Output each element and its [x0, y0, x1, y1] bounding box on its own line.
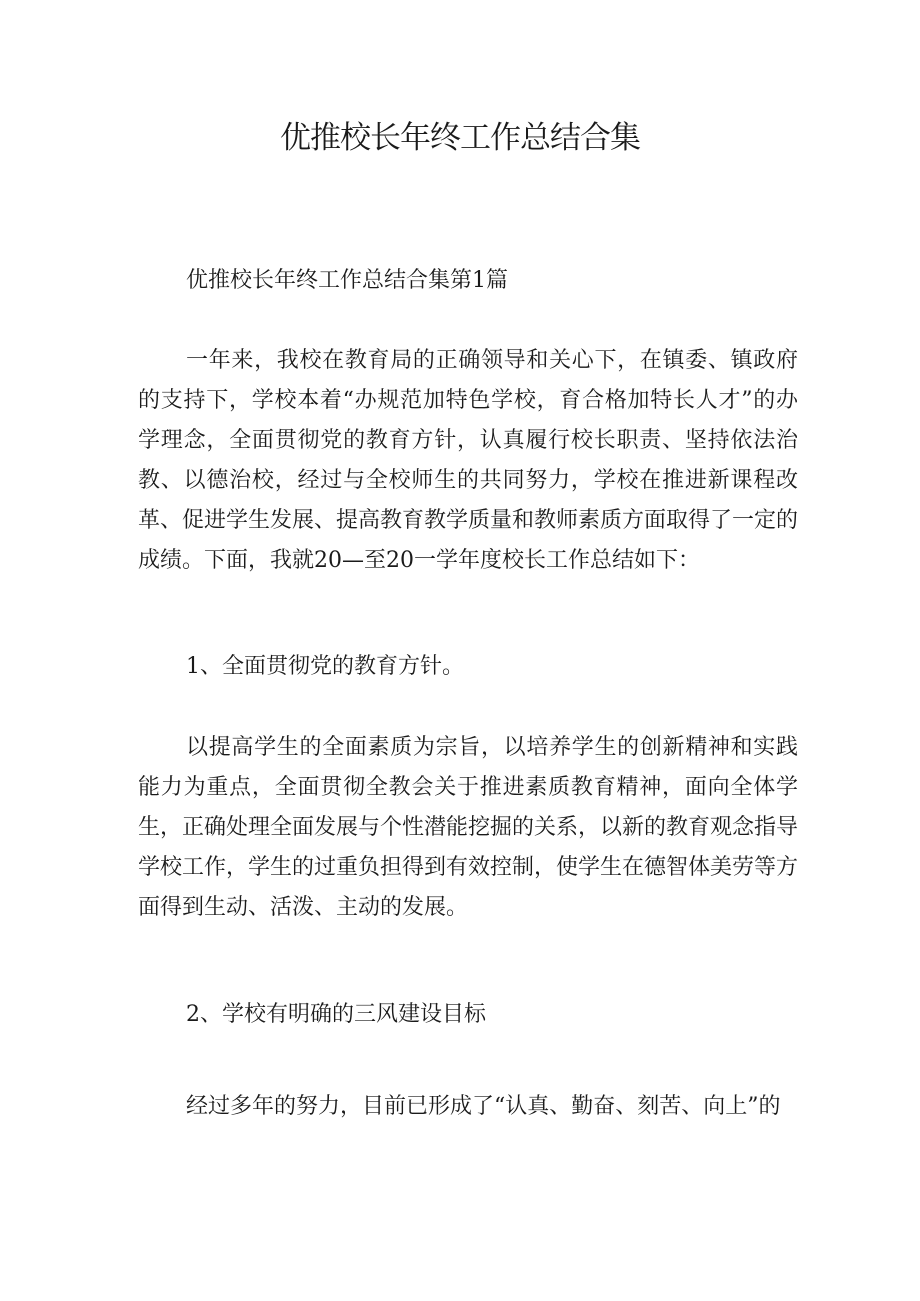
- section-subtitle: 优推校长年终工作总结合集第1篇: [186, 268, 508, 293]
- section-heading-1: 1、全面贯彻党的教育方针。: [186, 654, 464, 679]
- paragraph-education-policy: 以提高学生的全面素质为宗旨，以培养学生的创新精神和实践能力为重点，全面贯彻全教会关于推进素质教育精神，面向全体学生，正确处理全面发展与个性潜能挖掘的关系，以新的教育观念指导学校工作，学生的过重负担得到有效控制，使学生在德智体美劳等方面得到生动、活泼、主动的发展。: [138, 735, 799, 920]
- document-title: 优推校长年终工作总结合集: [280, 120, 640, 156]
- paragraph-school-ethos: 经过多年的努力，目前已形成了“认真、勤奋、刻苦、向上”的: [186, 1094, 781, 1119]
- section-heading-2: 2、学校有明确的三风建设目标: [186, 1002, 486, 1027]
- paragraph-intro: 一年来，我校在教育局的正确领导和关心下，在镇委、镇政府的支持下，学校本着“办规范加特色学校，育合格加特长人才”的办学理念，全面贯彻党的教育方针，认真履行校长职责、坚持依法治教、以德治校，经过与全校师生的共同努力，学校在推进新课程改革、促进学生发展、提高教育教学质量和教师素质方面取得了一定的成绩。下面，我就20—至20一学年度校长工作总结如下：: [138, 348, 799, 573]
